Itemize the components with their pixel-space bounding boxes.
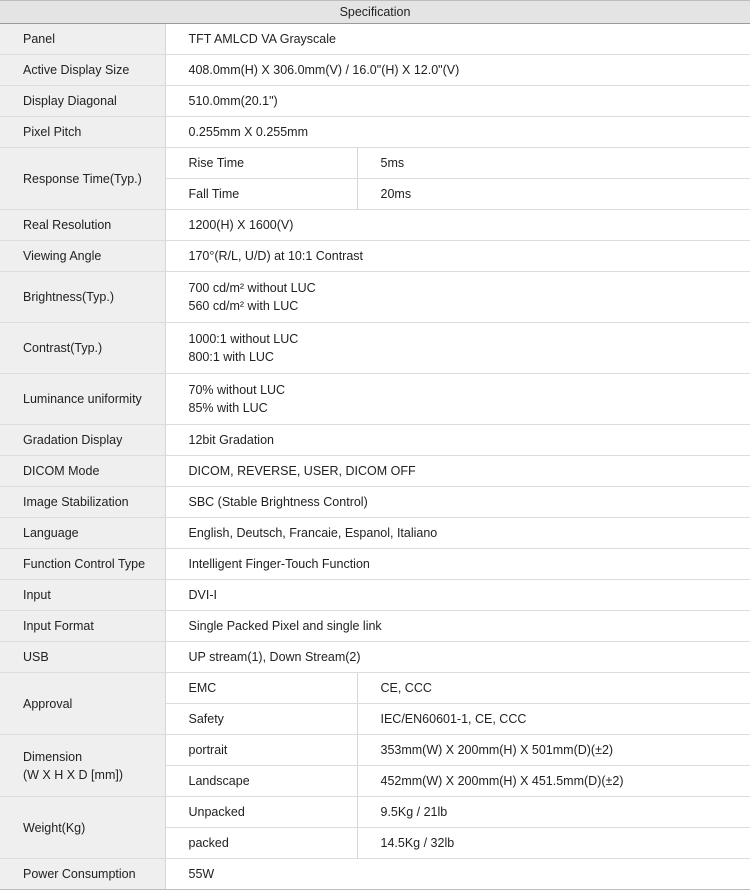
sub-label-rise-time: Rise Time — [165, 148, 357, 179]
table-row — [0, 117, 750, 148]
table-row — [0, 549, 750, 580]
row-label-diagonal: Display Diagonal — [0, 86, 165, 117]
table-title: Specification — [0, 1, 750, 24]
row-label-contrast: Contrast(Typ.) — [0, 323, 165, 374]
table-row — [0, 374, 750, 425]
sub-value-emc: CE, CCC — [357, 673, 750, 704]
brightness-line-1: 700 cd/m² without LUC — [188, 281, 316, 295]
row-label-active-display: Active Display Size — [0, 55, 165, 86]
row-label-weight: Weight(Kg) — [0, 797, 165, 859]
row-value-gradation: 12bit Gradation — [165, 425, 750, 456]
row-label-usb: USB — [0, 642, 165, 673]
brightness-line-2: 560 cd/m² with LUC — [188, 299, 299, 313]
table-row — [0, 55, 750, 86]
dimension-label-line-1: Dimension — [23, 749, 83, 764]
row-label-luminance: Luminance uniformity — [0, 374, 165, 425]
row-value-language: English, Deutsch, Francaie, Espanol, Italiano — [165, 518, 750, 549]
row-label-panel: Panel — [0, 24, 165, 55]
table-row — [0, 241, 750, 272]
row-label-language: Language — [0, 518, 165, 549]
table-row — [0, 735, 750, 766]
row-label-power: Power Consumption — [0, 859, 165, 890]
sub-label-unpacked: Unpacked — [165, 797, 357, 828]
table-row — [0, 24, 750, 55]
table-row — [0, 487, 750, 518]
row-label-response-time: Response Time(Typ.) — [0, 148, 165, 210]
contrast-line-2: 800:1 with LUC — [188, 350, 274, 364]
table-row — [0, 148, 750, 179]
row-label-input: Input — [0, 580, 165, 611]
row-value-input-format: Single Packed Pixel and single link — [165, 611, 750, 642]
row-label-approval: Approval — [0, 673, 165, 735]
row-value-resolution: 1200(H) X 1600(V) — [165, 210, 750, 241]
luminance-line-1: 70% without LUC — [188, 383, 286, 397]
row-label-function-control: Function Control Type — [0, 549, 165, 580]
luminance-line-2: 85% with LUC — [188, 401, 268, 415]
table-row — [0, 425, 750, 456]
row-value-dicom: DICOM, REVERSE, USER, DICOM OFF — [165, 456, 750, 487]
dimension-label-line-2: (W X H X D [mm]) — [23, 767, 123, 782]
sub-label-portrait: portrait — [165, 735, 357, 766]
table-row — [0, 518, 750, 549]
row-label-input-format: Input Format — [0, 611, 165, 642]
sub-value-rise-time: 5ms — [357, 148, 750, 179]
row-value-function-control: Intelligent Finger-Touch Function — [165, 549, 750, 580]
table-row — [0, 456, 750, 487]
sub-value-safety: IEC/EN60601-1, CE, CCC — [357, 704, 750, 735]
table-row — [0, 210, 750, 241]
row-label-dimension — [0, 735, 165, 797]
row-value-panel: TFT AMLCD VA Grayscale — [165, 24, 750, 55]
sub-value-portrait: 353mm(W) X 200mm(H) X 501mm(D)(±2) — [357, 735, 750, 766]
table-row — [0, 642, 750, 673]
sub-value-packed: 14.5Kg / 32lb — [357, 828, 750, 859]
sub-value-fall-time: 20ms — [357, 179, 750, 210]
sub-label-emc: EMC — [165, 673, 357, 704]
row-value-input: DVI-I — [165, 580, 750, 611]
table-row — [0, 580, 750, 611]
table-row — [0, 797, 750, 828]
row-label-brightness: Brightness(Typ.) — [0, 272, 165, 323]
table-row — [0, 611, 750, 642]
row-label-pixel-pitch: Pixel Pitch — [0, 117, 165, 148]
table-row — [0, 859, 750, 890]
sub-label-landscape: Landscape — [165, 766, 357, 797]
sub-label-safety: Safety — [165, 704, 357, 735]
sub-label-packed: packed — [165, 828, 357, 859]
sub-value-landscape: 452mm(W) X 200mm(H) X 451.5mm(D)(±2) — [357, 766, 750, 797]
row-label-resolution: Real Resolution — [0, 210, 165, 241]
table-row — [0, 323, 750, 374]
row-label-dicom: DICOM Mode — [0, 456, 165, 487]
row-value-viewing-angle: 170°(R/L, U/D) at 10:1 Contrast — [165, 241, 750, 272]
row-value-luminance — [165, 374, 750, 425]
row-value-brightness — [165, 272, 750, 323]
table-row — [0, 673, 750, 704]
row-value-contrast — [165, 323, 750, 374]
sub-label-fall-time: Fall Time — [165, 179, 357, 210]
table-row — [0, 272, 750, 323]
sub-value-unpacked: 9.5Kg / 21lb — [357, 797, 750, 828]
contrast-line-1: 1000:1 without LUC — [188, 332, 299, 346]
row-label-stabilization: Image Stabilization — [0, 487, 165, 518]
table-row — [0, 86, 750, 117]
row-value-active-display: 408.0mm(H) X 306.0mm(V) / 16.0"(H) X 12.0"(V) — [165, 55, 750, 86]
row-label-viewing-angle: Viewing Angle — [0, 241, 165, 272]
row-label-gradation: Gradation Display — [0, 425, 165, 456]
row-value-power: 55W — [165, 859, 750, 890]
row-value-usb: UP stream(1), Down Stream(2) — [165, 642, 750, 673]
row-value-stabilization: SBC (Stable Brightness Control) — [165, 487, 750, 518]
row-value-diagonal: 510.0mm(20.1") — [165, 86, 750, 117]
row-value-pixel-pitch: 0.255mm X 0.255mm — [165, 117, 750, 148]
